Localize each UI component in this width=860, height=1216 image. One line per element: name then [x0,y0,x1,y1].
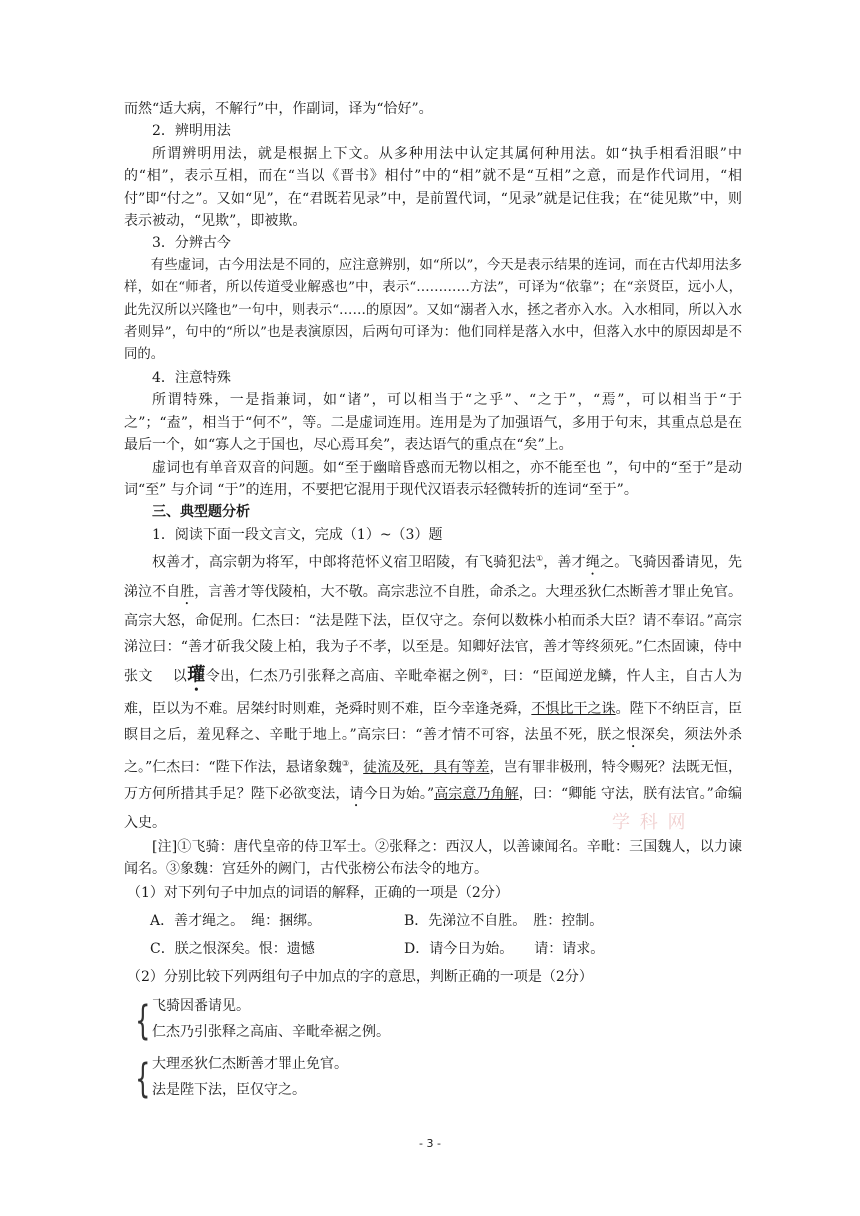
dotted-word-sheng2: 胜 [180,583,195,600]
section-3-title: 3．分辨古今 [152,235,231,252]
document-page [124,98,742,1103]
option-a: A．善才绳之。 绳：捆绑。 [150,912,322,929]
section-4-title: 4．注意特殊 [152,369,231,386]
footnote-mark-3: ③ [341,759,350,769]
watermark: 学 科 网 [612,812,688,833]
question-1-stem: （1）对下列句子中加点的词语的解释，正确的一项是（2分） [127,885,509,902]
underlined-phrase-3: 高宗意乃角解 [434,785,519,802]
group-1-sentence-b: 仁杰乃引张释之高庙、辛毗牵裾之例。 [152,1023,390,1040]
bold-char-guan: 瓘 [187,664,206,686]
footnote-mark-2: ② [480,668,489,678]
section-3-body: 有些虚词，古今用法是不同的，应注意辨别，如“所以”，今天是表示结果的连词，而在古代却用法多样，如在“师者，所以传道受业解惑也”中，表示“…………方法”，可译为“依靠”；在“亲贤臣，远小人，此先汉所以兴隆也”一句中，则表示“……的原因”。又如“溺者入水，拯之者亦入水。入水相同，所以入水者则异”，句中的“所以”也是表演原因，后两句可译为：他们同样是落入水中，但落入水中的原因却是不同的。 [124,257,742,363]
question-2-group-2 [124,1051,742,1103]
group-2-sentence-b: 法是陛下法，臣仅守之。 [152,1081,306,1098]
footnote-mark-1: ① [535,554,544,564]
section-2-body: 所谓辨明用法，就是根据上下文。从多种用法中认定其属何种用法。如“执手相看泪眼”中的“相”，表示互相，而在“当以《晋书》相付”中的“相”就不是“互相”之意，而是作代词用，“相付”即“付之”。又如“见”，在“君既若见录”中，是前置代词，“见录”就是记住我；在“徒见欺”中，则表示被动，“见欺”，即被欺。 [124,145,742,230]
notes: [注]①飞骑：唐代皇帝的侍卫军士。②张释之：西汉人，以善谏闻名。辛毗：三国魏人，以力谏闻名。③象魏：宫廷外的阙门，古代张榜公布法令的地方。 [124,839,742,878]
dotted-word-sheng: 绳 [585,554,601,571]
dotted-word-qing: 请 [349,785,364,802]
page-number: - 3 - [419,1137,441,1150]
section-4-body-1: 所谓特殊，一是指兼词，如“诸”，可以相当于“之乎”、“之于”，“焉”，可以相当于“于之”；“盍”，相当于“何不”，等。二是虚词连用。连用是为了加强语气，多用于句末，其重点总是在最后一个，如“寡人之于国也，尽心焉耳矣”，表达语气的重点在“矣”上。 [124,392,742,454]
option-c: C．朕之恨深矣。恨：遗憾 [150,940,315,957]
intro-line: 而然“适大病，不解行”中，作副词，译为“恰好”。 [124,101,433,117]
question-1-options-row-2 [124,938,742,960]
option-d: D．请今日为始。 请：请求。 [404,940,605,957]
group-1-sentence-a: 飞骑因番请见。 [152,997,250,1014]
question-intro: 1．阅读下面一段文言文，完成（1）~（3）题 [152,526,443,543]
brace-icon: { [135,997,151,1044]
brace-icon: { [135,1055,151,1102]
passage: 权善才，高宗朝为将军，中郎将范怀义宿卫昭陵，有飞骑犯法①，善才绳之。飞骑因番请见，先涕泣不自胜，言善才等伐陵柏，大不敬。高宗悲泣不自胜，命杀之。大理丞狄仁杰断善才罪止免官。高宗大怒，命促刑。仁杰曰：“法是陛下法，臣仅守之。奈何以数株小柏而杀大臣？请不奉诏。”高宗涕泣曰：“善才斫我父陵上柏，我为子不孝，以至是。知卿好法官，善才等终须死。”仁杰固谏，侍中张文 以瓘令出，仁杰乃引张释之高庙、辛毗牵裾之例②，曰：“臣闻逆龙鳞，忤人主，自古人为难，臣以为不难。居桀纣时则难，尧舜时则不难，臣今幸逢尧舜，不惧比干之诛。陛下不纳臣言，臣瞑目之后，羞见释之、辛毗于地上。”高宗曰：“善才情不可容，法虽不死，朕之恨深矣，须法外杀之。”仁杰曰：“陛下作法，悬诸象魏③，徒流及死，具有等差，岂有罪非极刑，特令赐死？法既无恒，万方何所措其手足？陛下必欲变法，请今日为始。”高宗意乃角解，曰：“卿能 守法，朕有法官。”命编入史。 [124,554,743,831]
section-4-body-2: 虚词也有单音双音的问题。如“至于幽暗昏惑而无物以相之，亦不能至也 ”，句中的“至于”是动词“至” 与介词 “于”的连用，不要把它混用于现代汉语表示轻微转折的连词“至于”。 [124,459,742,498]
section-2-title: 2．辨明用法 [152,123,231,140]
question-2-stem: （2）分别比较下列两组句子中加点的字的意思，判断正确的一项是（2分） [127,969,593,986]
underlined-phrase-2: 徒流及死，具有等差 [363,759,490,776]
underlined-phrase-1: 不惧比干之诛 [531,700,616,717]
question-1-options-row-1 [124,910,742,932]
option-b: B．先涕泣不自胜。 胜：控制。 [404,912,604,929]
group-2-sentence-a: 大理丞狄仁杰断善才罪止免官。 [152,1055,348,1072]
part-3-title: 三、典型题分析 [152,504,250,521]
dotted-word-hen: 恨 [626,727,641,744]
question-2-group-1 [124,993,742,1045]
